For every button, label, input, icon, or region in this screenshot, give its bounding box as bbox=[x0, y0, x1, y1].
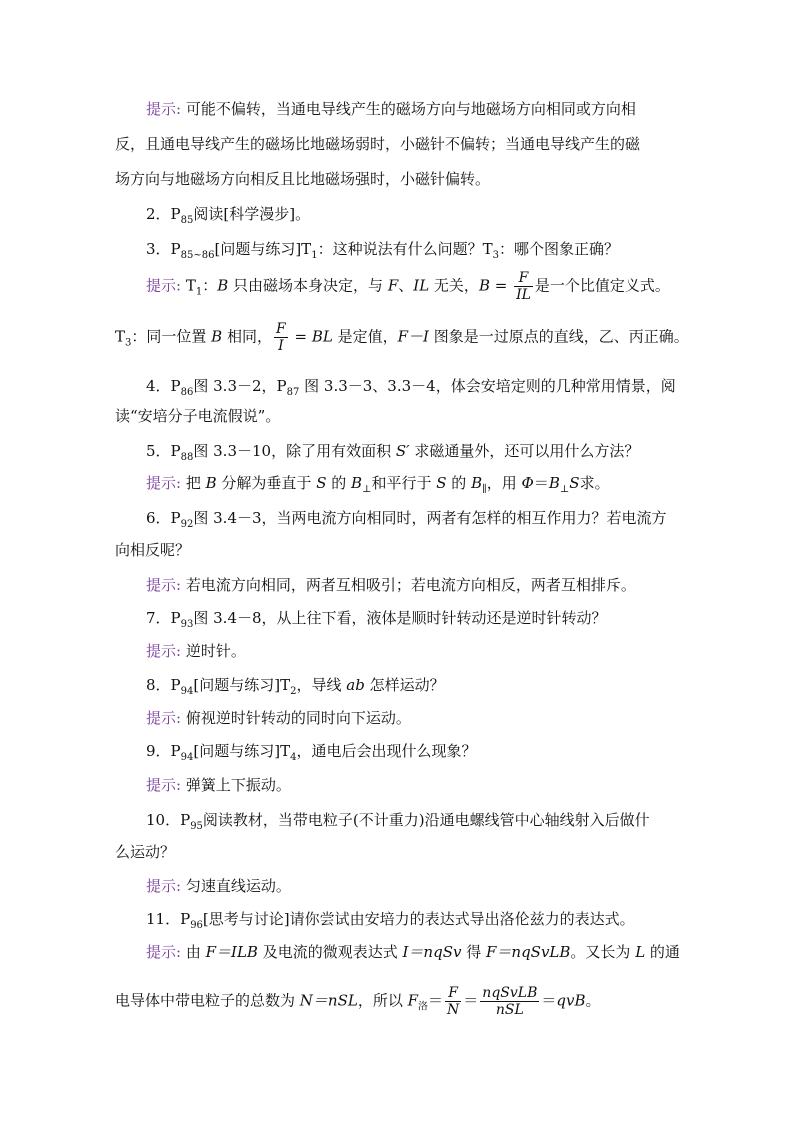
formula: I＝nqSv bbox=[402, 943, 462, 961]
luo-sub: 洛 bbox=[418, 1001, 429, 1013]
hint-label: 提示: bbox=[146, 100, 182, 118]
q-number: 4．P bbox=[146, 377, 181, 395]
hint-3 bbox=[146, 270, 670, 304]
t-sub: 3 bbox=[492, 250, 499, 261]
var: B bbox=[205, 474, 217, 492]
page-sub: 94 bbox=[180, 752, 194, 763]
var: B bbox=[211, 327, 223, 346]
t: 是一个比值定义式。 bbox=[534, 276, 670, 295]
t: ＝ bbox=[533, 474, 549, 492]
fraction bbox=[480, 985, 539, 1018]
q-text: 阅读教材，当带电粒子(不计重力)沿通电螺线管中心轴线射入后做什 bbox=[202, 811, 650, 829]
t: 是定值， bbox=[332, 327, 398, 346]
t-sub: 4 bbox=[290, 752, 297, 763]
q-number: 2．P bbox=[146, 205, 181, 223]
hint-11-cont bbox=[115, 985, 601, 1019]
q-text: 图 3.3－3、3.3－4，体会安培定则的几种常用情景，阅 bbox=[299, 377, 676, 395]
t: 、 bbox=[398, 276, 414, 295]
t-sub: 2 bbox=[290, 686, 297, 697]
hint-text: 俯视逆时针转动的同时向下运动。 bbox=[185, 709, 411, 727]
hint-label: 提示: bbox=[146, 642, 182, 660]
hint-text: 逆时针。 bbox=[185, 642, 246, 660]
t: 把 bbox=[185, 474, 206, 492]
t: 相同， bbox=[222, 327, 272, 346]
question-3 bbox=[146, 238, 619, 267]
denominator: IL bbox=[516, 287, 531, 303]
q-text: 怎样运动？ bbox=[364, 676, 445, 694]
q-text: 求磁通量外，还可以用什么方法？ bbox=[409, 442, 640, 460]
text-line: 么运动？ bbox=[115, 843, 176, 861]
hint-9 bbox=[146, 774, 291, 796]
hint-label: 提示: bbox=[146, 709, 182, 727]
var: Φ bbox=[521, 474, 534, 492]
hint-11 bbox=[146, 941, 680, 963]
page-sub: 86 bbox=[180, 387, 194, 398]
text-line: 场方向与地磁场方向相反且比地磁场强时，小磁针偏转。 bbox=[115, 170, 491, 188]
t: ＝ bbox=[541, 991, 557, 1010]
var: F bbox=[407, 991, 419, 1010]
t: ＝ bbox=[428, 991, 444, 1010]
question-11 bbox=[146, 908, 635, 937]
q-number: 9．P bbox=[146, 742, 181, 760]
text-line: 反，且通电导线产生的磁场比地磁场弱时，小磁针不偏转；当通电导线产生的磁 bbox=[115, 135, 641, 153]
t: 的通 bbox=[645, 943, 680, 961]
var: IL bbox=[413, 276, 430, 295]
var: B bbox=[217, 276, 229, 295]
t: ： bbox=[202, 276, 218, 295]
q-number: 5．P bbox=[146, 442, 181, 460]
perp-sub: ⊥ bbox=[559, 484, 570, 495]
var: BL bbox=[311, 327, 333, 346]
q-number: 6．P bbox=[146, 509, 181, 527]
t: 得 bbox=[461, 943, 486, 961]
fraction bbox=[514, 270, 533, 303]
numerator: F bbox=[514, 270, 533, 287]
page-sub: 87 bbox=[286, 387, 300, 398]
t: ，所以 bbox=[357, 991, 408, 1010]
t-sub: 1 bbox=[195, 286, 203, 298]
q-number: 8．P bbox=[146, 676, 181, 694]
var: F－I bbox=[397, 327, 429, 346]
t: 电导体中带电粒子的总数为 bbox=[115, 991, 300, 1010]
hint-5 bbox=[146, 472, 610, 501]
q-text: 阅读[科学漫步]。 bbox=[193, 205, 311, 223]
hint-7 bbox=[146, 640, 246, 662]
t: 的 bbox=[326, 474, 352, 492]
hint-8 bbox=[146, 707, 411, 729]
denominator: nSL bbox=[495, 1002, 524, 1018]
page-sub: 95 bbox=[190, 821, 203, 832]
var: qvB bbox=[556, 991, 586, 1010]
question-4 bbox=[146, 375, 676, 404]
formula: N＝nSL bbox=[299, 991, 358, 1010]
page-sub: 85~86 bbox=[180, 250, 215, 261]
perp-sub: ⊥ bbox=[362, 484, 372, 495]
var: B bbox=[478, 276, 490, 295]
t: ：同一位置 bbox=[131, 327, 212, 346]
q-number: 11．P bbox=[146, 910, 191, 928]
t: 分解为垂直于 bbox=[216, 474, 317, 492]
q-text: [问题与练习]T bbox=[193, 676, 291, 694]
t: 及电流的微观表达式 bbox=[257, 943, 403, 961]
var: L bbox=[635, 943, 646, 961]
q-text: ，导线 bbox=[296, 676, 347, 694]
formula: F＝ILB bbox=[205, 943, 258, 961]
t-sub: 1 bbox=[311, 250, 318, 261]
t: 只由磁场本身决定，与 bbox=[228, 276, 388, 295]
hint-10 bbox=[146, 875, 291, 897]
question-9 bbox=[146, 740, 476, 769]
q-text: 图 3.3－10，除了用有效面积 bbox=[193, 442, 396, 460]
t: 的 bbox=[446, 474, 472, 492]
t: 。 bbox=[585, 991, 601, 1010]
question-5 bbox=[146, 440, 639, 469]
var: B bbox=[471, 474, 483, 492]
text-line: 读“安培分子电流假说”。 bbox=[115, 407, 281, 425]
q-text: [问题与练习]T bbox=[214, 240, 312, 258]
q-number: 7．P bbox=[146, 609, 181, 627]
page-sub: 94 bbox=[180, 686, 194, 697]
page-sub: 93 bbox=[180, 619, 194, 630]
q-text: ，通电后会出现什么现象？ bbox=[296, 742, 477, 760]
var: F bbox=[387, 276, 399, 295]
denominator: N bbox=[447, 1002, 460, 1018]
hint-3-cont bbox=[115, 321, 689, 355]
hint-6 bbox=[146, 574, 636, 596]
page-sub: 96 bbox=[190, 920, 203, 931]
fraction bbox=[445, 985, 461, 1018]
t: 无关， bbox=[429, 276, 479, 295]
q-text: 图 3.4－8，从上往下看，液体是顺时针转动还是逆时针转动？ bbox=[193, 609, 607, 627]
hint-label: 提示: bbox=[146, 877, 182, 895]
q-text: ：哪个图象正确？ bbox=[498, 240, 619, 258]
hint-text: 匀速直线运动。 bbox=[185, 877, 291, 895]
parallel-sub: ∥ bbox=[482, 484, 487, 495]
hint-label: 提示: bbox=[146, 943, 182, 961]
question-8 bbox=[146, 674, 445, 703]
question-10 bbox=[146, 809, 650, 838]
q-number: 10．P bbox=[146, 811, 191, 829]
page-sub: 85 bbox=[180, 215, 194, 226]
hint-label: 提示: bbox=[146, 474, 182, 492]
hint-text: 弹簧上下振动。 bbox=[185, 776, 291, 794]
t: 和平行于 bbox=[371, 474, 437, 492]
q-text: ：这种说法有什么问题？T bbox=[317, 240, 493, 258]
hint-paragraph-1 bbox=[146, 98, 636, 120]
var: B bbox=[351, 474, 363, 492]
var: ab bbox=[346, 676, 365, 694]
t: 。又长为 bbox=[570, 943, 636, 961]
t: = bbox=[289, 327, 312, 346]
q-text: [问题与练习]T bbox=[193, 742, 291, 760]
q-text: 图 3.4－3，当两电流方向相同时，两者有怎样的相互作用力？若电流方 bbox=[193, 509, 667, 527]
question-7 bbox=[146, 607, 607, 636]
numerator: F bbox=[445, 985, 461, 1002]
t: 图象是一过原点的直线，乙、丙正确。 bbox=[428, 327, 689, 346]
denominator: I bbox=[278, 338, 284, 354]
hint-label: 提示: bbox=[146, 576, 182, 594]
hint-text: 若电流方向相同，两者互相吸引；若电流方向相反，两者互相排斥。 bbox=[185, 576, 636, 594]
question-2 bbox=[146, 203, 310, 232]
fraction bbox=[274, 321, 288, 354]
question-6 bbox=[146, 507, 667, 536]
formula: F＝nqSvLB bbox=[486, 943, 571, 961]
var: S bbox=[316, 474, 327, 492]
t: 求。 bbox=[579, 474, 610, 492]
hint-label: 提示: bbox=[146, 276, 182, 295]
text-line: 向相反呢？ bbox=[115, 541, 191, 559]
q-text: [思考与讨论]请你尝试由安培力的表达式导出洛伦兹力的表达式。 bbox=[202, 910, 635, 928]
var: S bbox=[569, 474, 580, 492]
t: T bbox=[185, 276, 196, 295]
q-number: 3．P bbox=[146, 240, 181, 258]
numerator: nqSvLB bbox=[482, 985, 538, 1001]
q-text: 图 3.3－2，P bbox=[193, 377, 287, 395]
page-sub: 92 bbox=[180, 519, 194, 530]
numerator: F bbox=[275, 321, 286, 337]
t: ，用 bbox=[486, 474, 522, 492]
hint-text: 可能不偏转，当通电导线产生的磁场方向与地磁场方向相同或方向相 bbox=[185, 100, 636, 118]
t: = bbox=[489, 276, 513, 295]
page-sub: 88 bbox=[180, 452, 194, 463]
var: S′ bbox=[395, 442, 410, 460]
var: B bbox=[548, 474, 560, 492]
hint-label: 提示: bbox=[146, 776, 182, 794]
var: S bbox=[436, 474, 447, 492]
t-sub: 3 bbox=[125, 337, 132, 349]
t: ＝ bbox=[463, 991, 479, 1010]
t: T bbox=[115, 327, 126, 346]
t: 由 bbox=[185, 943, 206, 961]
